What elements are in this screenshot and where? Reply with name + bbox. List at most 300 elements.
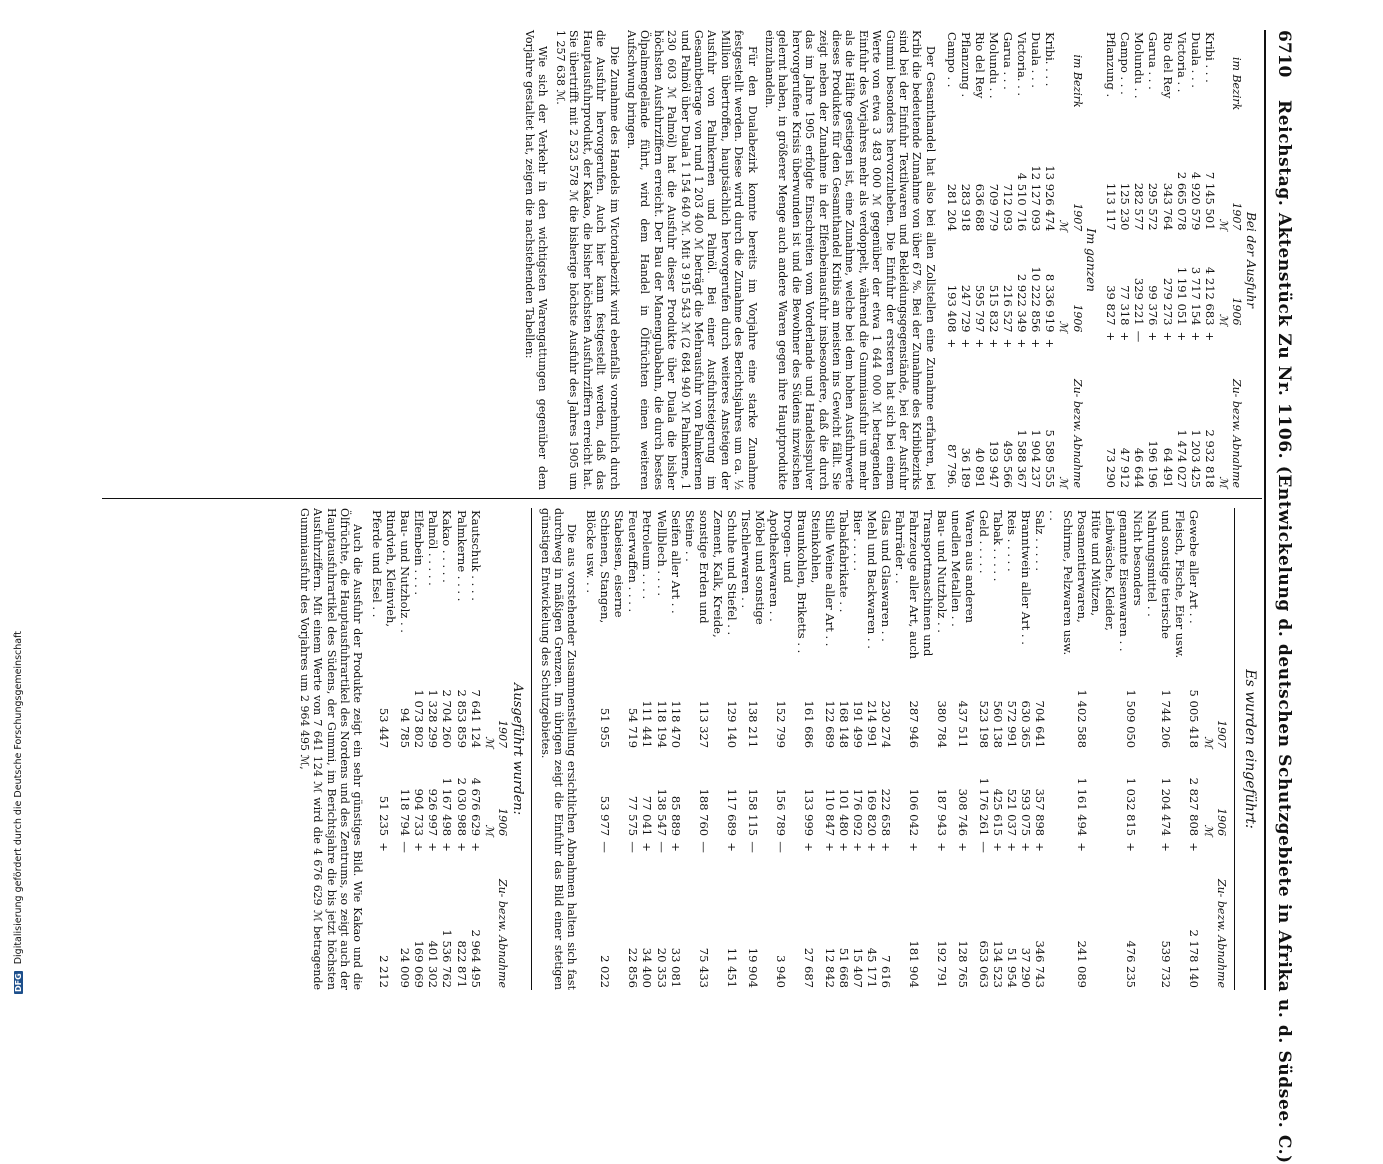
table-row bbox=[584, 508, 626, 990]
value-change: 241 089 bbox=[1074, 940, 1089, 988]
value-1907: 125 230 bbox=[1118, 182, 1133, 231]
col-1907: 1907 bbox=[1214, 720, 1228, 749]
table-row bbox=[739, 508, 767, 990]
value-1907: 437 511 bbox=[955, 700, 970, 749]
value-1906: 1 161 494 bbox=[1074, 777, 1089, 837]
row-label: Elfenbein . . . . bbox=[412, 510, 427, 596]
value-change: 2 212 bbox=[377, 955, 392, 988]
imports-body bbox=[584, 508, 1201, 990]
value-1907: 4 920 579 bbox=[1188, 171, 1203, 231]
value-1906: 118 794 bbox=[398, 788, 413, 837]
change-sign: + bbox=[1018, 842, 1033, 852]
change-sign: + bbox=[1104, 331, 1119, 342]
value-1906: 77 041 bbox=[640, 795, 655, 837]
value-1906: 247 729 bbox=[958, 284, 973, 333]
row-label: Rio del Rey bbox=[972, 32, 987, 99]
change-sign: + bbox=[377, 842, 392, 852]
table-row bbox=[412, 508, 426, 990]
col-change: Zu- bezw. Abnahme bbox=[1214, 878, 1228, 988]
value-1907: 152 799 bbox=[773, 700, 788, 749]
value-1907: 523 198 bbox=[976, 700, 991, 749]
value-change: 36 189 bbox=[958, 447, 973, 488]
change-sign: + bbox=[1160, 331, 1175, 342]
change-sign: + bbox=[934, 842, 949, 852]
row-label: Leibwäsche, Kleider, Hüte und Mützen, Posamentierwaren, Schirme, Pelzwaren usw. . . bbox=[1046, 510, 1118, 656]
change-sign: + bbox=[454, 842, 469, 852]
value-change: 2 964 495 bbox=[468, 929, 483, 988]
col-item bbox=[1215, 508, 1228, 662]
row-label: Pflanzung . bbox=[958, 32, 973, 98]
row-label: Molundu . . bbox=[1132, 32, 1147, 99]
value-1907: 380 784 bbox=[934, 700, 949, 749]
table-row bbox=[640, 508, 654, 990]
paragraph: Der Gesamthandel hat also bei allen Zollstellen eine Zunahme erfahren, bei Kribi die bedeutende Zunahme von über 67 %. Bei der Zunahme des Kribibezirks sind bei der Einfuhr Textilwaren und Bekleidungsgegenstände, bei der Ausfuhr Gummi besonders hervorzuheben. Die Einfuhr der ersteren hat sich bei einem Werte von etwa 3 483 000 ℳ gegenüber der etwa 1 644 000 ℳ betragenden Einfuhr des Vorjahres mehr als verdoppelt, während die Gummiausfuhr um mehr als die Hälfte gestiegen ist, eine Zunahme, welche bei dem hohen Ausfuhrwerte dieses Produktes für den Gesamthandel Kribis am meisten ins Gewicht fällt. Sie zeigt neben der Zunahme in der Elfenbeinausfuhr insbesondere, daß die durch das im Jahre 1905 erfolgte Einschreiten vom Vorderlande und Handelsspulver hervorgerufene Krisis überwunden ist und die Bewohner des Südens inzwischen gelernt haben, in größerer Menge auch andere Waren gegen ihre Hauptprodukte einzuhandeln. bbox=[763, 30, 937, 490]
col-1906: 1906 bbox=[1070, 304, 1084, 333]
row-label: Petroleum . . . . bbox=[640, 510, 655, 600]
value-1906: 2 922 349 bbox=[1014, 273, 1029, 333]
value-change: 64 491 bbox=[1160, 447, 1175, 488]
table-row bbox=[1019, 508, 1033, 990]
value-change: 51 954 bbox=[1004, 947, 1019, 988]
value-change: 822 871 bbox=[454, 940, 469, 988]
table-row bbox=[398, 508, 412, 990]
change-sign: + bbox=[955, 842, 970, 852]
value-1907: 287 946 bbox=[906, 700, 921, 749]
table-row bbox=[1015, 30, 1029, 490]
row-label: Duala . . . bbox=[1188, 32, 1203, 88]
row-label: Garua . . . bbox=[1146, 32, 1161, 90]
value-1906: 329 221 bbox=[1132, 277, 1147, 326]
value-1906: 169 820 bbox=[864, 788, 879, 837]
value-change: 5 589 555 bbox=[1043, 429, 1057, 488]
value-1907: 129 140 bbox=[724, 700, 739, 749]
table-row bbox=[683, 508, 725, 990]
row-label: Zement, Kalk, Kreide, sonstige Erden und Steine . . bbox=[682, 510, 725, 638]
row-label: Bau- und Nutzholz . . bbox=[934, 510, 949, 633]
value-1906: 158 115 bbox=[745, 788, 760, 837]
row-label: Feuerwaffen . . . . bbox=[626, 510, 641, 613]
change-sign: — bbox=[696, 841, 711, 853]
table-row bbox=[1104, 30, 1118, 490]
unit-mark: ℳ bbox=[1216, 476, 1230, 488]
table-row bbox=[1118, 30, 1132, 490]
row-label: Bau- und Nutzholz . . bbox=[398, 510, 413, 633]
value-1906: 188 760 bbox=[696, 788, 711, 837]
right-column bbox=[293, 508, 1258, 990]
table-row bbox=[1187, 508, 1201, 990]
value-change: 1 474 027 bbox=[1174, 429, 1189, 488]
value-change: 1 588 367 bbox=[1014, 429, 1029, 488]
row-label: Kribi . . . bbox=[1202, 32, 1217, 83]
row-label: Seifen aller Art . . bbox=[668, 510, 683, 614]
value-1906: 425 615 bbox=[990, 788, 1005, 837]
table-row bbox=[893, 508, 935, 990]
value-1906: 101 480 bbox=[836, 788, 851, 837]
value-1906: 8 336 919 bbox=[1043, 273, 1057, 333]
value-1907: 1 402 588 bbox=[1074, 689, 1089, 749]
exports-by-district-body bbox=[1104, 30, 1216, 490]
value-1907: 712 093 bbox=[1000, 183, 1015, 232]
value-1906: 138 547 bbox=[654, 788, 669, 837]
row-label: Salz . . . . . bbox=[1032, 510, 1047, 572]
row-label: Palmkerne . . . . bbox=[454, 510, 469, 602]
value-change: 34 400 bbox=[640, 947, 655, 988]
change-sign: + bbox=[1187, 842, 1202, 852]
change-sign: + bbox=[990, 842, 1005, 852]
value-1907: 191 499 bbox=[850, 700, 865, 749]
value-change: 46 644 bbox=[1132, 447, 1147, 488]
change-sign: + bbox=[822, 842, 837, 852]
value-1906: 133 999 bbox=[801, 788, 816, 837]
change-sign: — bbox=[773, 841, 788, 853]
value-1907: 161 686 bbox=[801, 700, 816, 749]
change-sign: + bbox=[801, 842, 816, 852]
value-1907: 230 274 bbox=[878, 700, 893, 749]
row-label: Tabak . . . . . bbox=[990, 510, 1005, 582]
value-change: 37 290 bbox=[1018, 947, 1033, 988]
change-sign: — bbox=[598, 841, 613, 853]
row-label: Pflanzung . bbox=[1104, 32, 1119, 98]
value-1907: 118 194 bbox=[654, 700, 669, 749]
change-sign: + bbox=[958, 338, 973, 349]
table-row bbox=[1047, 508, 1117, 990]
paragraph: Für den Dualabezirk konnte bereits im Vorjahre eine starke Zunahme festgestellt werden. Diese wird durch die Zunahme des Berichtsjahres um ca. ½ Million übertroffen, hauptsächlich hervorgerufen durch weiteres Ansteigen der Ausfuhr von Palmkernen und Palmöl. Bei einer Ausfuhrsteigerung im Gesamtbetrage von rund 1 203 400 ℳ beträgt die Mehrausfuhr von Palmkernen und Palmöl über Duala 1 154 640 ℳ. Mit 3 915 543 ℳ (2 684 940 ℳ Palmkerne, 1 230 603 ℳ Palmöl) hat die Ausfuhr dieser Produkte über Duala die bisher höchsten Ausfuhrziffern erreicht. Der Bau der Manengubabahn, die durch bestes Ölpalmengelände führt, wird dem Handel in Ölfrüchten einen weiteren Aufschwung bringen. bbox=[624, 30, 759, 490]
value-1906: 904 733 bbox=[412, 788, 427, 837]
value-1906: 110 847 bbox=[822, 788, 837, 837]
row-label: Gewebe aller Art . . bbox=[1187, 510, 1202, 624]
col-1906: 1906 bbox=[1214, 808, 1228, 837]
row-label: Wellblech . . . . bbox=[654, 510, 669, 596]
table-row bbox=[973, 30, 987, 490]
value-change: 47 912 bbox=[1118, 447, 1133, 488]
change-sign: + bbox=[1202, 331, 1217, 342]
value-1906: 117 689 bbox=[724, 788, 739, 837]
change-sign: + bbox=[1000, 338, 1015, 349]
row-label: Steinkohlen, Braunkohlen, Briketts . . bbox=[794, 510, 823, 654]
row-label: Tabakfabrikate . . bbox=[836, 510, 851, 613]
total-by-district-body bbox=[945, 30, 1057, 490]
value-1906: 279 273 bbox=[1160, 277, 1175, 326]
unit-mark: ℳ bbox=[482, 736, 496, 749]
row-label: Glas und Glaswaren . . bbox=[878, 510, 893, 642]
value-1907: 2 665 078 bbox=[1174, 171, 1189, 231]
row-label: Campo . . . bbox=[1118, 32, 1133, 95]
change-sign: + bbox=[1014, 338, 1029, 349]
table-row bbox=[987, 30, 1001, 490]
value-change: 20 353 bbox=[654, 947, 669, 988]
value-1907: 709 779 bbox=[986, 183, 1001, 232]
value-change: 22 856 bbox=[626, 947, 641, 988]
value-1907: 282 577 bbox=[1132, 182, 1147, 231]
unit-mark: ℳ bbox=[1216, 218, 1230, 231]
change-sign: + bbox=[440, 842, 455, 852]
change-sign: + bbox=[1159, 842, 1174, 852]
value-1907: 1 073 802 bbox=[412, 689, 427, 749]
table-row bbox=[1033, 508, 1047, 990]
value-1907: 630 365 bbox=[1018, 700, 1033, 749]
value-1907: 111 441 bbox=[640, 700, 655, 749]
unit-mark: ℳ bbox=[1201, 736, 1215, 749]
value-change: 73 290 bbox=[1104, 447, 1119, 488]
value-1907: 572 991 bbox=[1004, 700, 1019, 749]
table-header-row bbox=[496, 508, 509, 990]
value-1907: 281 204 bbox=[944, 183, 959, 232]
change-sign: — bbox=[626, 841, 641, 853]
change-sign: + bbox=[972, 338, 987, 349]
table-row bbox=[959, 30, 973, 490]
table-row bbox=[1161, 30, 1175, 490]
row-label: Möbel und sonstige Tischlerwaren . . bbox=[738, 510, 767, 625]
table-row bbox=[725, 508, 739, 990]
change-sign: — bbox=[1132, 330, 1147, 343]
value-1907: 704 641 bbox=[1032, 700, 1047, 749]
col-change: Zu- bezw. Abnahme bbox=[1230, 378, 1244, 488]
left-column bbox=[519, 30, 1258, 490]
value-change: 45 171 bbox=[864, 947, 879, 988]
table-row bbox=[1132, 30, 1146, 490]
table-row bbox=[977, 508, 991, 990]
exports-by-district-heading: Bei der Ausfuhr bbox=[1244, 211, 1258, 309]
value-change: 134 523 bbox=[990, 940, 1005, 988]
value-1907: 560 138 bbox=[990, 700, 1005, 749]
value-change: 1 203 425 bbox=[1188, 429, 1203, 488]
table-row bbox=[1146, 30, 1160, 490]
value-change: 87 796. bbox=[944, 444, 959, 488]
value-1907: 7 145 501 bbox=[1202, 171, 1217, 231]
table-row bbox=[949, 508, 977, 990]
paragraph: Auch die Ausfuhr der Produkte zeigt ein sehr günstiges Bild. Wie Kakao und die Ölfrüchte, die Hauptausfuhrartikel des Nordens und des Zentrums, so zeigt auch der Hauptausfuhrartikel des Südens, der Gummi, im Berichtsjahre die bis jetzt höchsten Ausfuhrziffern. Mit einem Werte von 7 641 124 ℳ wird die 4 676 629 ℳ betragende Gummiausfuhr des Vorjahres um 2 964 495 ℳ, bbox=[297, 508, 365, 990]
table-row bbox=[1175, 30, 1189, 490]
value-1906: 1 032 815 bbox=[1124, 777, 1139, 837]
table-row bbox=[1005, 508, 1019, 990]
value-1906: 308 746 bbox=[955, 788, 970, 837]
value-change: 539 732 bbox=[1159, 940, 1174, 988]
column-divider bbox=[102, 498, 1262, 499]
value-change: 33 081 bbox=[668, 947, 683, 988]
value-change: 7 616 bbox=[878, 955, 893, 988]
value-change: 24 009 bbox=[398, 947, 413, 988]
total-by-district-table bbox=[945, 30, 1084, 490]
value-1906: 593 075 bbox=[1018, 788, 1033, 837]
value-1907: 4 510 716 bbox=[1014, 172, 1029, 232]
value-change: 476 235 bbox=[1124, 940, 1139, 988]
value-1906: 2 827 808 bbox=[1187, 777, 1202, 837]
value-change: 128 765 bbox=[955, 940, 970, 988]
value-1906: 4 676 629 bbox=[468, 777, 483, 837]
change-sign: + bbox=[426, 842, 441, 852]
value-1906: 3 717 154 bbox=[1188, 266, 1203, 326]
value-1906: 2 030 988 bbox=[454, 777, 469, 837]
value-1907: 51 955 bbox=[598, 707, 613, 749]
change-sign: + bbox=[1074, 842, 1089, 852]
paragraph: Die aus vorstehender Zusammenstellung ersichtlichen Abnahmen halten sich fast durchweg in mäßigen Grenzen. Im übrigen zeigt die Einfuhr das Bild einer stetigen günstigen Entwickelung des Schutzgebietes. bbox=[538, 508, 579, 990]
units-row bbox=[1057, 30, 1070, 490]
page-header bbox=[1264, 30, 1300, 1164]
value-change: 3 940 bbox=[773, 955, 788, 988]
value-change: 346 743 bbox=[1032, 940, 1047, 988]
change-sign: + bbox=[944, 338, 959, 349]
row-label: Drogen- und Apothekerwaren . . bbox=[766, 510, 795, 622]
table-row bbox=[837, 508, 851, 990]
value-change: 495 566 bbox=[1000, 440, 1015, 488]
value-change: 75 433 bbox=[696, 947, 711, 988]
unit-mark: ℳ bbox=[1201, 824, 1215, 837]
value-1907: 2 704 260 bbox=[440, 689, 455, 749]
value-1907: 53 447 bbox=[377, 707, 392, 749]
change-sign: + bbox=[1032, 842, 1047, 852]
value-change: 2 178 140 bbox=[1187, 929, 1202, 988]
table-row bbox=[426, 508, 440, 990]
value-1907: 113 117 bbox=[1104, 182, 1119, 231]
value-1906: 216 527 bbox=[1000, 284, 1015, 333]
row-label: Rio del Rey bbox=[1160, 32, 1175, 99]
value-change: 401 302 bbox=[426, 940, 441, 988]
value-1906: 521 037 bbox=[1004, 788, 1019, 837]
value-change: 12 842 bbox=[822, 947, 837, 988]
unit-mark: ℳ bbox=[1057, 320, 1071, 333]
value-1906: 187 943 bbox=[934, 788, 949, 837]
col-1906: 1906 bbox=[1230, 297, 1244, 326]
value-change: 1 904 237 bbox=[1028, 429, 1043, 488]
col-1907: 1907 bbox=[496, 720, 510, 749]
unit-mark: ℳ bbox=[1057, 219, 1071, 232]
digitization-credit bbox=[1, 0, 24, 1000]
change-sign: + bbox=[986, 338, 1001, 349]
exports-body bbox=[370, 508, 482, 990]
value-1906: 85 889 bbox=[668, 795, 683, 837]
value-change: 51 668 bbox=[836, 947, 851, 988]
value-1907: 636 688 bbox=[972, 183, 987, 232]
value-1906: 77 318 bbox=[1118, 285, 1133, 326]
value-1907: 122 689 bbox=[822, 700, 837, 749]
value-1906: 357 898 bbox=[1032, 788, 1047, 837]
value-change: 653 063 bbox=[976, 940, 991, 988]
table-row bbox=[1043, 30, 1057, 490]
row-label: Kribi. . . . bbox=[1043, 32, 1057, 87]
table-row bbox=[823, 508, 837, 990]
value-1906: 156 789 bbox=[773, 788, 788, 837]
value-1907: 12 127 093 bbox=[1028, 165, 1043, 232]
value-1907: 295 572 bbox=[1146, 182, 1161, 231]
change-sign: + bbox=[1043, 338, 1057, 349]
change-sign: + bbox=[864, 842, 879, 852]
paragraph: Die Zunahme des Handels im Victoriabezirk wird ebenfalls vornehmlich durch die Ausfuhr hervorgerufen. Auch hier kann festgestellt werden, daß das Hauptausfuhrprodukt, der Kakao, die bisher höchsten Ausfuhrziffern erreicht hat. Sie übertrifft mit 2 523 578 ℳ die bisherige höchste Ausfuhr des Jahres 1905 um 1 257 638 ℳ. bbox=[553, 30, 621, 490]
value-change: 11 451 bbox=[724, 947, 739, 988]
change-sign: + bbox=[1028, 338, 1043, 349]
exports-by-district-table bbox=[1104, 30, 1243, 490]
change-sign: + bbox=[640, 842, 655, 852]
row-label: Fleisch, Fische, Eier usw. und sonstige tierische Nahrungsmittel . . bbox=[1145, 510, 1188, 659]
credit-text: Digitalisierung gefördert durch die Deutsche Forschungsgemeinschaft bbox=[13, 630, 24, 965]
table-row bbox=[879, 508, 893, 990]
table-row bbox=[795, 508, 823, 990]
paragraph: Wie sich der Verkehr in den wichtigsten Warengattungen gegenüber dem Vorjahre gestaltet hat, zeigen die nachstehenden Tabellen: bbox=[523, 30, 550, 490]
col-district: im Bezirk bbox=[1070, 54, 1084, 108]
table-row bbox=[655, 508, 669, 990]
row-label: Reis . . . . . bbox=[1004, 510, 1019, 572]
change-sign: + bbox=[878, 842, 893, 852]
col-change: Zu- bezw. Abnahme bbox=[496, 878, 510, 988]
change-sign: + bbox=[468, 842, 483, 852]
change-sign: — bbox=[654, 841, 669, 853]
value-change: 40 891 bbox=[972, 447, 987, 488]
table-row bbox=[851, 508, 865, 990]
value-change: 27 687 bbox=[801, 947, 816, 988]
value-1906: 53 977 bbox=[598, 795, 613, 837]
dfg-logo: DFG bbox=[14, 973, 23, 992]
unit-mark: ℳ bbox=[1057, 476, 1071, 488]
value-1907: 1 328 299 bbox=[426, 689, 441, 749]
value-1906: 515 832 bbox=[986, 284, 1001, 333]
value-1906: 926 997 bbox=[426, 788, 441, 837]
value-1907: 138 211 bbox=[745, 700, 760, 749]
value-1907: 54 719 bbox=[626, 707, 641, 749]
row-label: Duala . . . bbox=[1028, 32, 1043, 88]
value-1907: 283 918 bbox=[958, 183, 973, 232]
value-change: 19 904 bbox=[745, 947, 760, 988]
row-label: Waren aus anderen unedlen Metallen . . bbox=[948, 510, 977, 627]
table-row bbox=[1189, 30, 1203, 490]
change-sign: + bbox=[668, 842, 683, 852]
value-1907: 343 764 bbox=[1160, 182, 1175, 231]
change-sign: + bbox=[1174, 331, 1189, 342]
imports-heading: Es wurden eingeführt: bbox=[1242, 669, 1258, 829]
value-change: 15 407 bbox=[850, 947, 865, 988]
row-label: Victoria. . . bbox=[1014, 32, 1029, 97]
value-change: 193 947 bbox=[986, 440, 1001, 488]
document-page bbox=[90, 30, 1300, 1164]
exports-heading: Ausgeführt wurden: bbox=[510, 682, 526, 816]
value-1906: 1 167 498 bbox=[440, 777, 455, 837]
row-label: Kakao . . . . . bbox=[440, 510, 455, 583]
table-row bbox=[767, 508, 795, 990]
change-sign: + bbox=[724, 842, 739, 852]
row-label: Geld . . . . . bbox=[976, 510, 991, 574]
value-1906: 4 212 683 bbox=[1202, 266, 1217, 326]
row-label: Bier . . . . . bbox=[850, 510, 865, 571]
value-1907: 94 785 bbox=[398, 707, 413, 749]
value-1906: 106 042 bbox=[906, 788, 921, 837]
value-change: 169 069 bbox=[412, 940, 427, 988]
value-change: 2 022 bbox=[598, 955, 613, 988]
row-label: Schuhe und Stiefel . . bbox=[724, 510, 739, 636]
row-label: Transportmaschinen und Fahrzeuge aller Art, auch Fahrräder . . bbox=[892, 510, 935, 660]
row-label: Branntwein aller Art . . bbox=[1018, 510, 1033, 645]
change-sign: + bbox=[1188, 331, 1203, 342]
table-header-row bbox=[1215, 508, 1228, 990]
total-heading: Im ganzen bbox=[1084, 228, 1099, 292]
unit-mark: ℳ bbox=[482, 824, 496, 837]
row-label: Campo . . bbox=[944, 32, 959, 88]
table-row bbox=[469, 508, 483, 990]
table-row bbox=[1001, 30, 1015, 490]
change-sign: + bbox=[1124, 842, 1139, 852]
table-row bbox=[440, 508, 454, 990]
value-1907: 168 148 bbox=[836, 700, 851, 749]
col-change: Zu- bezw. Abnahme bbox=[1070, 378, 1084, 488]
value-1906: 193 408 bbox=[944, 284, 959, 333]
page-number: 6710 bbox=[1274, 30, 1294, 78]
value-1907: 13 926 474 bbox=[1043, 165, 1057, 232]
exports-table bbox=[370, 508, 509, 990]
col-item bbox=[496, 508, 509, 662]
table-row bbox=[1145, 508, 1187, 990]
value-1907: 7 641 124 bbox=[468, 689, 483, 749]
table-header-row bbox=[1230, 30, 1243, 490]
table-row bbox=[626, 508, 640, 990]
change-sign: + bbox=[906, 842, 921, 852]
value-1907: 5 005 418 bbox=[1187, 689, 1202, 749]
